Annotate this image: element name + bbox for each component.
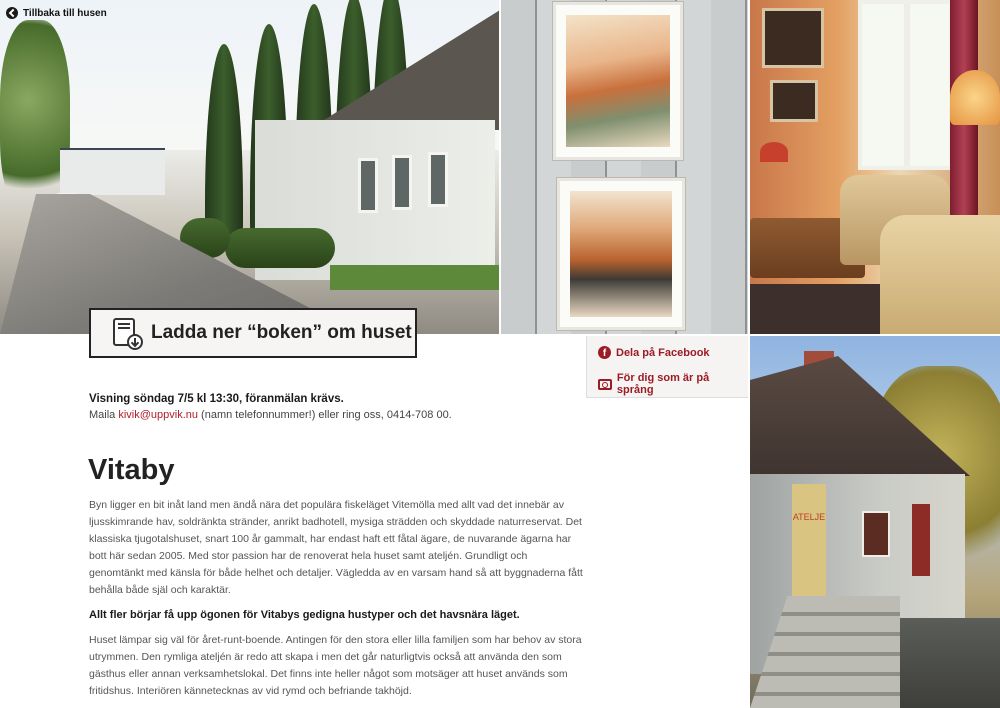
viewing-title: Visning söndag 7/5 kl 13:30, föranmälan krävs. (89, 393, 344, 405)
article-paragraph: Byn ligger en bit inåt land men ändå nära det populära fiskeläget Vitemölla med allt vad det innebär av ljusskimrande hav, soldränkta stränder, anrikt badhotell, mysiga strädden och skyddade naturreservat. Det klassiska tjugotalshuset, snart 100 år gammalt, har endast haft ett fåtal ägare, de nuvarande ägarna har bott här sedan 2005. Med stor passion har de renoverat hela huset samt ateljén. Grundligt och genomtänkt med känsla för både helhet och detaljer. Vägledda av en varsam hand så att byggnaderna fått behålla både själ och karaktär. (89, 499, 583, 596)
lamp (760, 142, 788, 162)
house-window (358, 158, 378, 213)
back-link-label: Tillbaka till husen (23, 7, 107, 19)
viewing-info (89, 393, 569, 421)
contact-suffix: (namn telefonnummer!) eller ring oss, 0414-708 00. (198, 409, 452, 421)
contact-prefix: Maila (89, 409, 119, 421)
lamp (950, 70, 1000, 125)
download-book-label: Ladda ner “boken” om huset (151, 322, 412, 343)
house-window (428, 152, 448, 207)
atelier-photo (750, 336, 1000, 708)
article-body (89, 497, 585, 708)
book-download-icon (113, 318, 141, 348)
atelier-sign-text: ATELJE (792, 512, 826, 522)
wall-picture (770, 80, 818, 122)
house-window (392, 155, 412, 210)
share-facebook-link[interactable] (598, 346, 710, 359)
painting-frame (557, 178, 685, 330)
lawn (330, 265, 499, 290)
paintings-photo (501, 0, 748, 334)
neighbor-house (60, 150, 165, 195)
article-lead: Allt fler börjar få upp ögonen för Vitabys gedigna hustyper och det havsnära läget. (89, 609, 520, 621)
back-link[interactable] (6, 7, 107, 19)
share-facebook-label: Dela på Facebook (616, 346, 710, 359)
painting (566, 15, 670, 147)
article-paragraph: Huset lämpar sig väl för året-runt-boende. Antingen för den stora eller lilla familjen som har behov av stora utrymmen. Den rymliga ateljén är redo att skapa i men det går naturligtvis också att använda den som gästhus eller annan verksamhetslokal. Det finns inte heller något som motsäger att huset används som fritidshus. Interiören kännetecknas av vid rymd och befriande takhöjd. (89, 634, 582, 697)
share-panel (586, 336, 748, 398)
download-book-button[interactable] (89, 308, 417, 358)
share-mobile-link[interactable] (598, 372, 748, 396)
contact-line (89, 409, 569, 421)
sofa (880, 215, 1000, 334)
atelier-sign (792, 484, 826, 609)
page-title: Vitaby (88, 454, 175, 486)
photo-icon (598, 379, 612, 390)
street-house-photo (0, 0, 499, 334)
atelier-door (912, 504, 930, 576)
facebook-icon: f (598, 346, 611, 359)
atelier-window (862, 511, 890, 557)
painting-frame (553, 2, 683, 160)
interior-photo (750, 0, 1000, 334)
chevron-left-circle-icon (6, 7, 18, 19)
wall-picture (762, 8, 824, 68)
hedge (225, 228, 335, 268)
email-link[interactable]: kivik@uppvik.nu (118, 409, 198, 421)
window (858, 0, 953, 170)
share-mobile-label: För dig som är på språng (616, 372, 710, 396)
painting (570, 191, 672, 317)
